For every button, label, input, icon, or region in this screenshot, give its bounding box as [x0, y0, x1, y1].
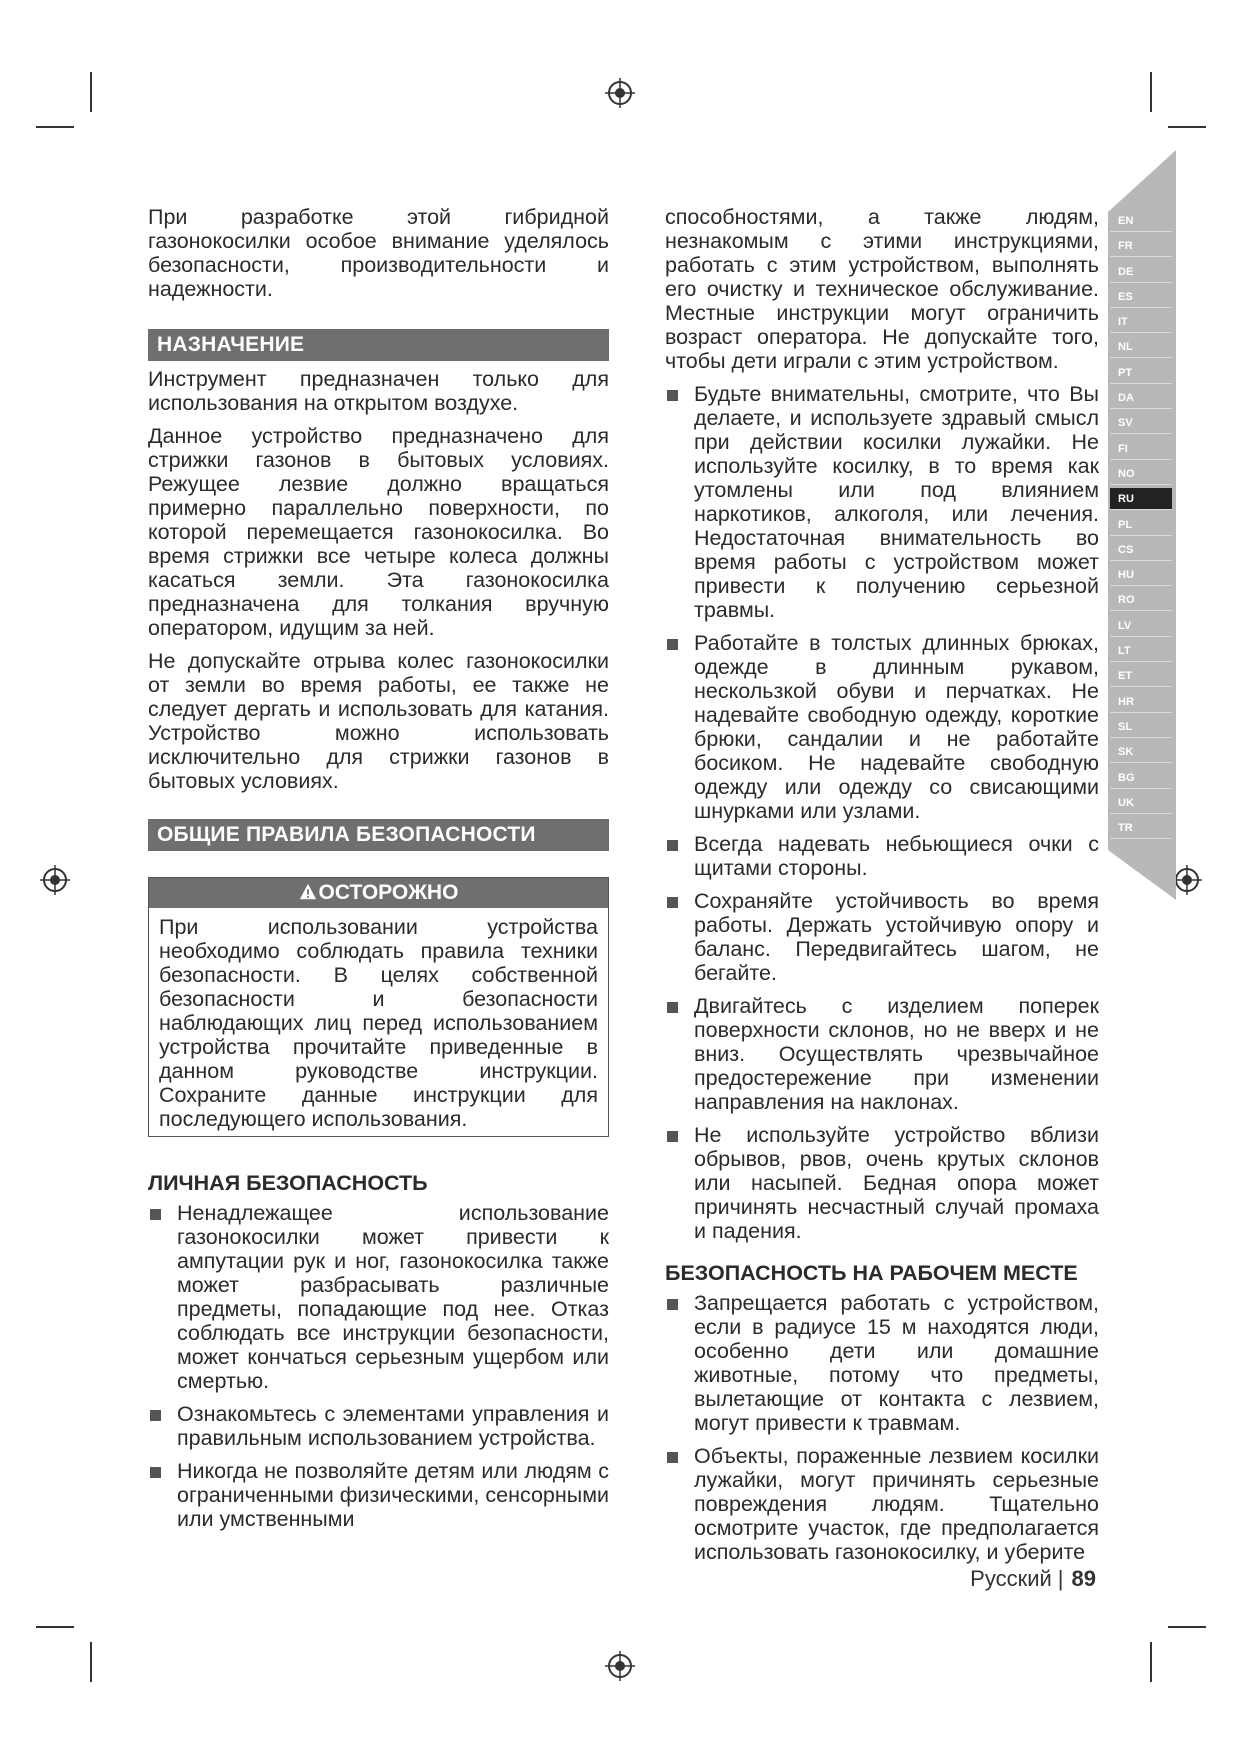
list-item — [665, 382, 1099, 622]
right-column — [665, 205, 1099, 1573]
list-item-text: Объекты, пораженные лезвием косилки лужайки, могут причинять серьезные повреждения людям. Тщательно осмотрите участок, где предполагается использовать газонокосилку, и уберите — [694, 1444, 1099, 1564]
bullet-icon — [667, 1452, 678, 1463]
language-tab-bg: BG — [1110, 767, 1172, 789]
bullet-icon — [667, 390, 678, 401]
crop-mark — [1168, 126, 1206, 128]
language-tabs — [1110, 210, 1172, 842]
page-number: 89 — [1071, 1566, 1096, 1591]
crop-mark — [90, 1642, 92, 1682]
footer-separator: | — [1057, 1566, 1064, 1591]
left-column — [148, 205, 609, 1540]
language-tab-fr: FR — [1110, 235, 1172, 257]
warning-title — [149, 878, 608, 908]
bullet-icon — [150, 1410, 161, 1421]
language-tab-sl: SL — [1110, 716, 1172, 738]
warning-title-text: ОСТОРОЖНО — [318, 881, 459, 904]
language-tab-en: EN — [1110, 210, 1172, 232]
list-item — [665, 1123, 1099, 1243]
footer-language: Русский — [970, 1566, 1052, 1591]
warning-box — [148, 877, 609, 1137]
workplace-safety-list — [665, 1291, 1099, 1564]
list-item-text: Ненадлежащее использование газонокосилки может привести к ампутации рук и ног, газонокосилка также может разбрасывать различные предметы, попадающие под нее. Отказ соблюдать все инструкции безопасности, может кончаться серьезным ущербом или смертью. — [177, 1201, 609, 1393]
registration-mark-icon — [40, 865, 70, 895]
list-item-text: Ознакомьтесь с элементами управления и правильным использованием устройства. — [177, 1402, 609, 1450]
bullet-icon — [667, 897, 678, 908]
list-item-text: Запрещается работать с устройством, если в радиусе 15 м находятся люди, особенно дети или домашние животные, потому что предметы, вылетающие от контакта с лезвием, могут привести к травмам. — [694, 1291, 1099, 1435]
language-tab-es: ES — [1110, 286, 1172, 308]
bullet-icon — [667, 1002, 678, 1013]
language-tab-ru: RU — [1110, 488, 1172, 510]
language-tab-hr: HR — [1110, 691, 1172, 713]
continuation-paragraph: способностями, а также людям, незнакомым с этими инструкциями, работать с этим устройством, выполнять его очистку и техническое обслуживание. Местные инструкции могут ограничить возраст оператора. Не допускайте того, чтобы дети играли с этим устройством. — [665, 205, 1099, 373]
crop-mark — [1150, 72, 1152, 112]
language-tab-pl: PL — [1110, 514, 1172, 536]
language-tab-no: NO — [1110, 463, 1172, 485]
list-item-text: Работайте в толстых длинных брюках, одежде в длинным рукавом, нескользкой обуви и перчатках. Не надевайте свободную одежду, короткие брюки, сандалии и не работайте босиком. Не надевайте свободную одежду или одежду со свисающими шнурками или узлами. — [694, 631, 1099, 823]
crop-mark — [1168, 1626, 1206, 1628]
purpose-heading: НАЗНАЧЕНИЕ — [148, 329, 609, 361]
list-item — [665, 1291, 1099, 1435]
list-item-text: Не используйте устройство вблизи обрывов, рвов, очень крутых склонов или насыпей. Бедная опора может причинять несчастный случай промаха и падения. — [694, 1123, 1099, 1243]
language-tab-da: DA — [1110, 387, 1172, 409]
language-tab-hu: HU — [1110, 564, 1172, 586]
list-item — [665, 631, 1099, 823]
bullet-icon — [150, 1467, 161, 1478]
language-tab-et: ET — [1110, 665, 1172, 687]
registration-mark-icon — [605, 78, 635, 108]
general-safety-heading: ОБЩИЕ ПРАВИЛА БЕЗОПАСНОСТИ — [148, 819, 609, 851]
list-item — [148, 1201, 609, 1393]
list-item-text: Будьте внимательны, смотрите, что Вы делаете, и используете здравый смысл при действии косилки лужайки. Не используйте косилку, в то время как утомлены или под влиянием наркотиков, алкоголя, или лечения. Недостаточная внимательность во время работы с устройством может привести к получению серьезной травмы. — [694, 382, 1099, 622]
list-item — [148, 1459, 609, 1531]
bullet-icon — [667, 639, 678, 650]
list-item-text: Всегда надевать небьющиеся очки с щитами стороны. — [694, 832, 1099, 880]
language-tab-lt: LT — [1110, 640, 1172, 662]
safety-list — [665, 382, 1099, 1243]
bullet-icon — [667, 840, 678, 851]
list-item — [665, 1444, 1099, 1564]
language-tab-sv: SV — [1110, 412, 1172, 434]
personal-safety-list — [148, 1201, 609, 1531]
language-tab-sk: SK — [1110, 741, 1172, 763]
crop-mark — [90, 72, 92, 112]
language-tab-tr: TR — [1110, 817, 1172, 839]
language-tab-de: DE — [1110, 261, 1172, 283]
registration-mark-icon — [1172, 865, 1202, 895]
language-tab-cs: CS — [1110, 539, 1172, 561]
page-footer — [970, 1566, 1096, 1592]
registration-mark-icon — [605, 1651, 635, 1681]
list-item — [148, 1402, 609, 1450]
list-item-text: Двигайтесь с изделием поперек поверхности склонов, но не вверх и не вниз. Осуществлять чрезвычайное предостережение при изменении направления на наклонах. — [694, 994, 1099, 1114]
warning-text — [149, 908, 608, 1136]
crop-mark — [36, 126, 74, 128]
crop-mark — [36, 1626, 74, 1628]
list-item-text: Сохраняйте устойчивость во время работы. Держать устойчивую опору и баланс. Передвигайтесь шагом, не бегайте. — [694, 889, 1099, 985]
bullet-icon — [667, 1299, 678, 1310]
intro-paragraph: При разработке этой гибридной газонокосилки особое внимание уделялось безопасности, производительности и надежности. — [148, 205, 609, 301]
workplace-safety-heading: БЕЗОПАСНОСТЬ НА РАБОЧЕМ МЕСТЕ — [665, 1261, 1078, 1285]
warning-triangle-icon — [299, 883, 317, 901]
list-item — [665, 832, 1099, 880]
bullet-icon — [150, 1209, 161, 1220]
crop-mark — [1150, 1642, 1152, 1682]
warning-body: При использовании устройства необходимо соблюдать правила техники безопасности. В целях собственной безопасности и безопасности наблюдающих лиц перед использованием устройства прочитайте приведенные в данном руководстве инструкции. Сохраните данные инструкции для последующего использования. — [159, 915, 598, 1131]
language-tab-it: IT — [1110, 311, 1172, 333]
personal-safety-heading: ЛИЧНАЯ БЕЗОПАСНОСТЬ — [148, 1171, 428, 1195]
language-tab-lv: LV — [1110, 615, 1172, 637]
language-tab-ro: RO — [1110, 589, 1172, 611]
language-tab-uk: UK — [1110, 792, 1172, 814]
language-tab-pt: PT — [1110, 362, 1172, 384]
purpose-paragraph: Не допускайте отрыва колес газонокосилки от земли во время работы, ее также не следует дергать и использовать для катания. Устройство можно использовать исключительно для стрижки газонов в бытовых условиях. — [148, 649, 609, 793]
purpose-paragraph: Инструмент предназначен только для использования на открытом воздухе. — [148, 367, 609, 415]
list-item-text: Никогда не позволяйте детям или людям с ограниченными физическими, сенсорными или умственными — [177, 1459, 609, 1531]
list-item — [665, 889, 1099, 985]
language-tab-nl: NL — [1110, 336, 1172, 358]
list-item — [665, 994, 1099, 1114]
bullet-icon — [667, 1131, 678, 1142]
purpose-paragraph: Данное устройство предназначено для стрижки газонов в бытовых условиях. Режущее лезвие должно вращаться примерно параллельно поверхности, по которой перемещается газонокосилка. Во время стрижки все четыре колеса должны касаться земли. Эта газонокосилка предназначена для толкания вручную оператором, идущим за ней. — [148, 424, 609, 640]
language-tab-fi: FI — [1110, 438, 1172, 460]
